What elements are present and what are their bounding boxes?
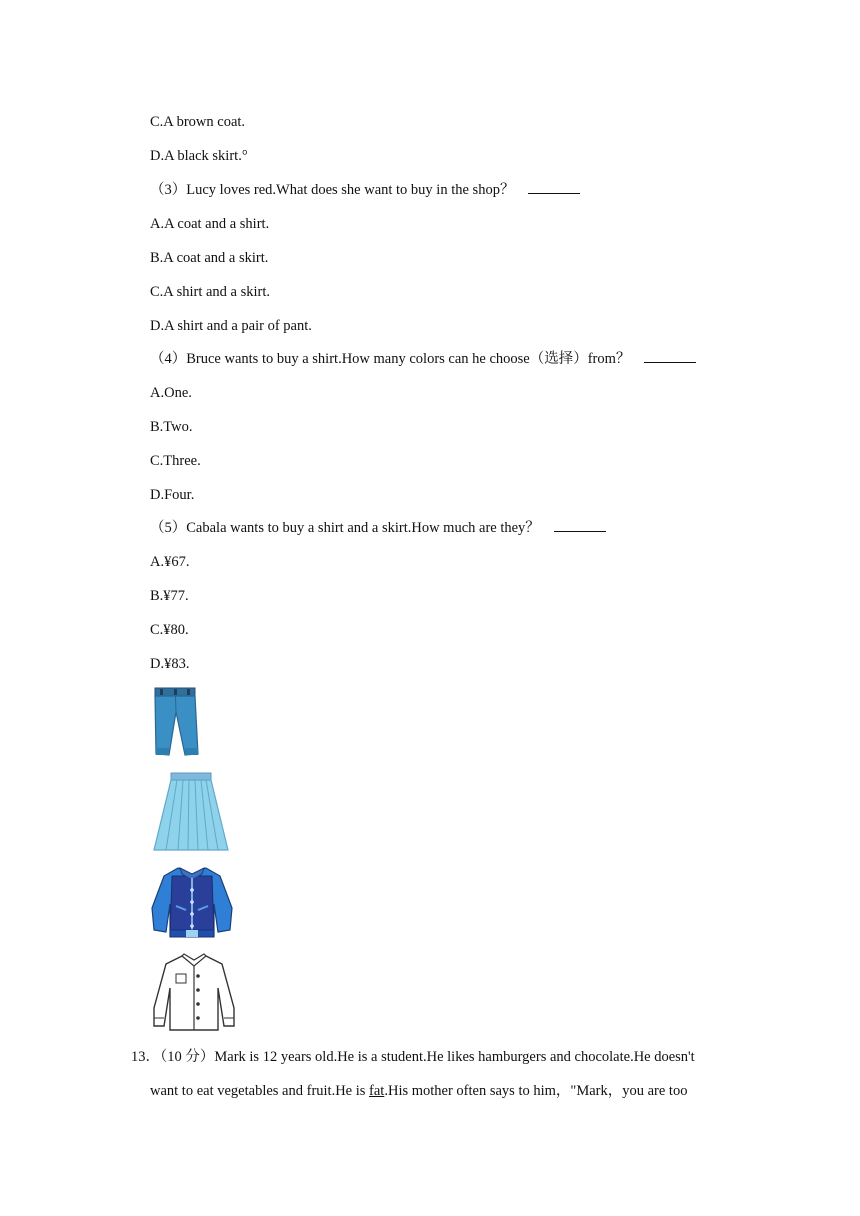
option-4d: D.Four. [150,487,195,503]
answer-blank-3[interactable] [528,181,580,194]
shirt-icon [148,952,240,1034]
q13-text-after: .His mother often says to him，"Mark，you are too [384,1083,688,1099]
option-4c: C.Three. [150,453,201,469]
answer-blank-5[interactable] [554,519,606,532]
question-3-stem [150,181,580,199]
question-5-stem [150,519,606,537]
q13-text-before: want to eat vegetables and fruit.He is [150,1083,370,1099]
question-13-line-2 [150,1082,687,1100]
option-4b: B.Two. [150,419,193,435]
jacket-icon [148,864,236,944]
option-5c: C.¥80. [150,622,189,638]
skirt-icon [148,770,234,856]
answer-blank-4[interactable] [644,350,696,363]
option-5b: B.¥77. [150,588,189,604]
option-3b: B.A coat and a skirt. [150,250,269,266]
option-2c: C.A brown coat. [150,114,246,130]
option-5d: D.¥83. [150,656,190,672]
underlined-word-fat: fat [369,1083,385,1099]
option-3a: A.A coat and a shirt. [150,216,270,232]
question-4-text: （4）Bruce wants to buy a shirt.How many colors can he choose（选择）from？ [150,351,631,367]
option-3d: D.A shirt and a pair of pant. [150,318,312,334]
option-2d: D.A black skirt.° [150,148,248,164]
question-4-stem [150,350,696,368]
question-13-line-1: 13．（10 分）Mark is 12 years old.He is a student.He likes hamburgers and chocolate.He doesn't [131,1049,695,1065]
question-5-text: （5）Cabala wants to buy a shirt and a skirt.How much are they？ [150,520,540,536]
pants-icon [148,686,204,760]
option-4a: A.One. [150,385,192,401]
option-3c: C.A shirt and a skirt. [150,284,271,300]
question-3-text: （3）Lucy loves red.What does she want to buy in the shop？ [150,182,515,198]
option-5a: A.¥67. [150,554,190,570]
